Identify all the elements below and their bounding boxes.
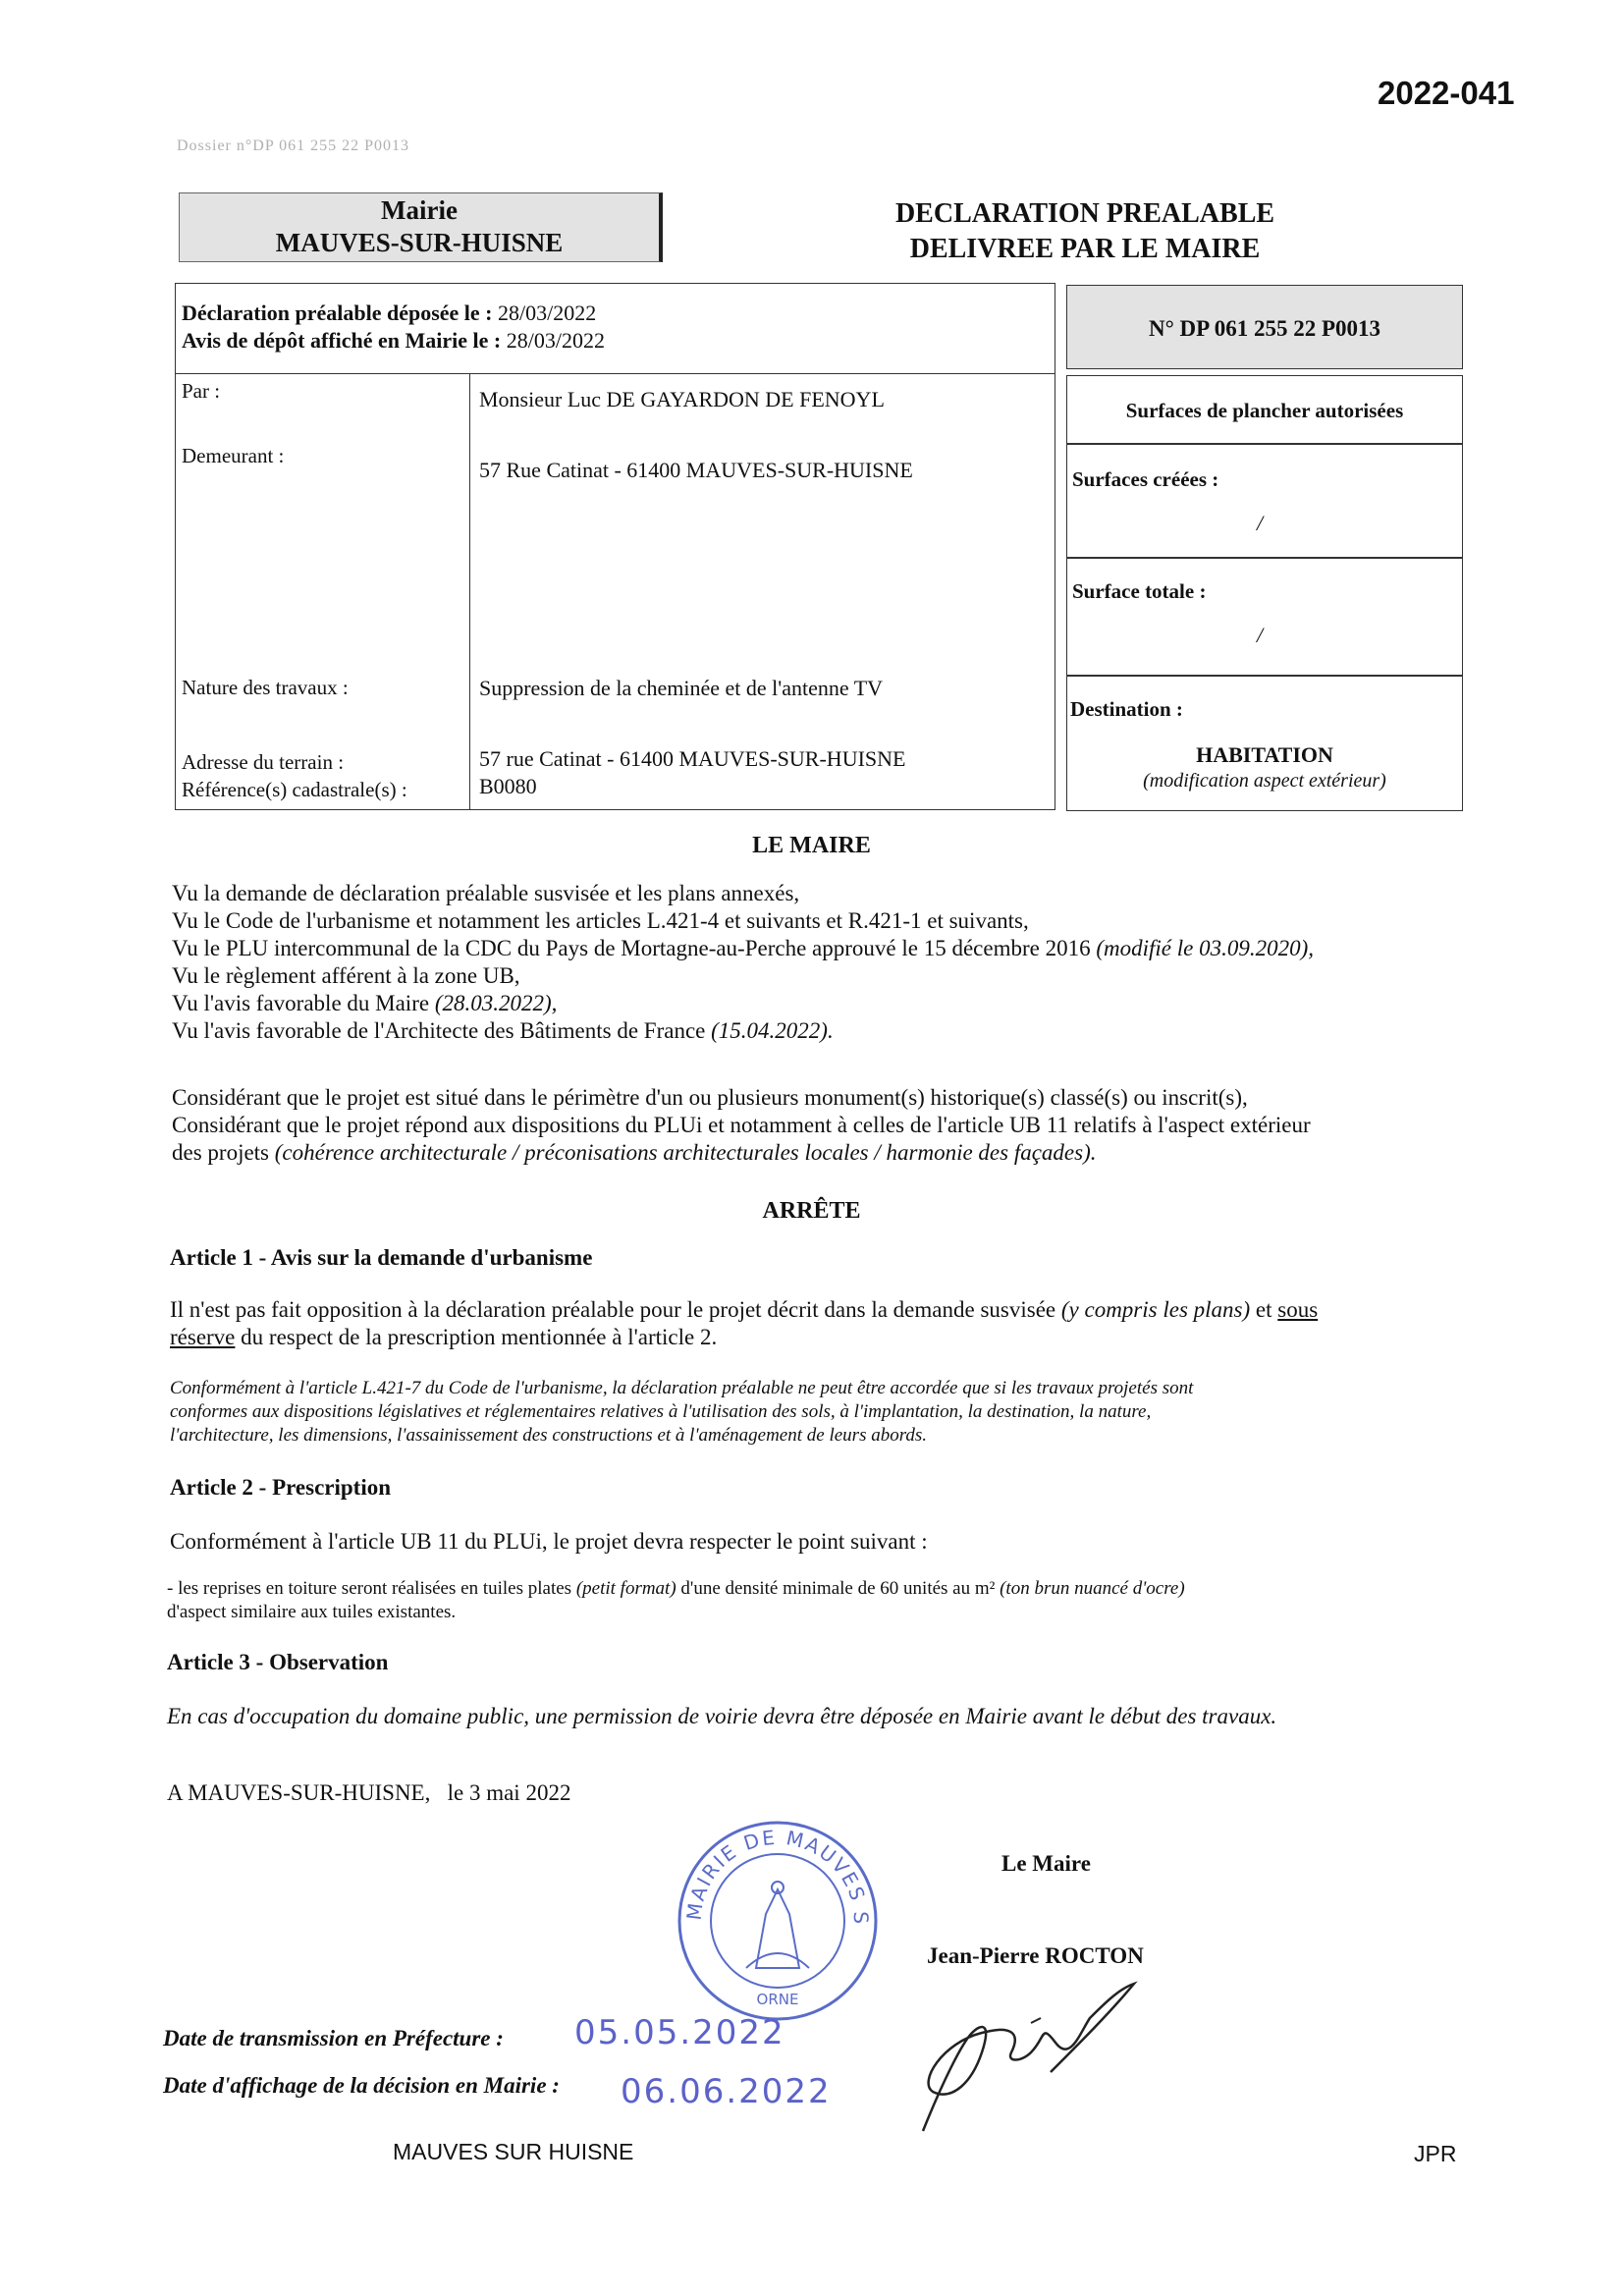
deposit-date: 28/03/2022 bbox=[498, 301, 597, 325]
visas bbox=[172, 880, 1527, 1045]
article-3-title: Article 3 - Observation bbox=[167, 1650, 389, 1674]
article-2-prescription: - les reprises en toiture seront réalisées en tuiles plates (petit format) d'une densité minimale de 60 unités au m² (ton brun nuancé d'ocre) d'aspect similaire aux tuiles existantes. bbox=[167, 1578, 1185, 1622]
reference-value: B0080 bbox=[479, 774, 537, 798]
surface-totale-value: / bbox=[1257, 623, 1264, 647]
surfaces-creees-box bbox=[1066, 444, 1463, 558]
surfaces-title: Surfaces de plancher autorisées bbox=[1125, 399, 1404, 422]
arrete-heading: ARRÊTE bbox=[762, 1198, 861, 1224]
visa-line: Vu l'avis favorable de l'Architecte des Bâtiments de France (15.04.2022). bbox=[172, 1018, 834, 1043]
considerant-line: des projets (cohérence architecturale / préconisations architecturales locales / harmonie des façades). bbox=[172, 1140, 1097, 1165]
destination-label: Destination : bbox=[1070, 697, 1183, 721]
mairie-label: Mairie bbox=[381, 195, 458, 225]
destination-value: HABITATION bbox=[1196, 742, 1333, 767]
form-column-divider bbox=[469, 373, 470, 810]
town-seal-stamp bbox=[677, 1821, 879, 2022]
surfaces-creees-label: Surfaces créées : bbox=[1072, 467, 1219, 491]
considerants bbox=[172, 1084, 1546, 1167]
transmission-label: Date de transmission en Préfecture : bbox=[163, 2026, 504, 2050]
applicant-address: 57 Rue Catinat - 61400 MAUVES-SUR-HUISNE bbox=[479, 458, 913, 482]
surface-totale-label: Surface totale : bbox=[1072, 579, 1207, 603]
considerant-line: Considérant que le projet répond aux dispositions du PLUi et notamment à celles de l'article UB 11 relatifs à l'aspect extérieur bbox=[172, 1113, 1311, 1137]
form-box bbox=[175, 283, 1055, 810]
handwritten-signature bbox=[913, 1964, 1149, 2151]
document-title bbox=[844, 196, 1325, 267]
adresse-label: Adresse du terrain : bbox=[182, 750, 345, 774]
display-label: Avis de dépôt affiché en Mairie le : 28/03/2022 bbox=[182, 328, 605, 353]
svg-text:MAIRIE DE MAUVES SUR HUISNE: MAIRIE DE MAUVES S bbox=[681, 1825, 874, 1927]
surfaces-creees-value: / bbox=[1257, 511, 1264, 535]
commune-name: MAUVES-SUR-HUISNE bbox=[275, 228, 564, 257]
transmission-date: 05.05.2022 bbox=[574, 2013, 785, 2052]
signatory-role: Le Maire bbox=[1001, 1851, 1091, 1876]
visa-line: Vu le Code de l'urbanisme et notamment les articles L.421-4 et suivants et R.421-1 et suivants, bbox=[172, 908, 1029, 933]
place-and-date: A MAUVES-SUR-HUISNE, le 3 mai 2022 bbox=[167, 1780, 571, 1805]
surface-totale-box bbox=[1066, 558, 1463, 676]
visa-line: Vu l'avis favorable du Maire (28.03.2022), bbox=[172, 991, 558, 1015]
display-date: 28/03/2022 bbox=[506, 328, 605, 353]
visa-line: Vu le PLU intercommunal de la CDC du Pays de Mortagne-au-Perche approuvé le 15 décembre 2016 (modifié le 03.09.2020), bbox=[172, 936, 1315, 960]
article-1-note: Conformément à l'article L.421-7 du Code de l'urbanisme, la déclaration préalable ne peut être accordée que si les travaux projetés sont conformes aux dispositions législatives et réglementaires relatives à l'utilisation des sols, à l'implantation, la destination, la nature, l'architecture, les dimensions, l'assainissement des constructions et à l'aménagement de leurs abords. bbox=[170, 1378, 1194, 1446]
form-divider bbox=[175, 373, 1055, 374]
footer-commune: MAUVES SUR HUISNE bbox=[393, 2139, 634, 2164]
svg-text:ORNE: ORNE bbox=[756, 1991, 799, 2008]
par-label: Par : bbox=[182, 379, 221, 403]
footer-initials: JPR bbox=[1414, 2141, 1457, 2166]
deposit-label: Déclaration préalable déposée le : 28/03/2022 bbox=[182, 301, 597, 325]
le-maire-heading: LE MAIRE bbox=[752, 833, 871, 858]
signatory-name: Jean-Pierre ROCTON bbox=[927, 1943, 1144, 1968]
considerant-line: Considérant que le projet est situé dans le périmètre d'un ou plusieurs monument(s) historique(s) classé(s) ou inscrit(s), bbox=[172, 1085, 1248, 1110]
demeurant-label: Demeurant : bbox=[182, 444, 285, 467]
decision-number: 2022-041 bbox=[1378, 75, 1515, 111]
nature-value: Suppression de la cheminée et de l'antenne TV bbox=[479, 676, 884, 700]
reference-label: Référence(s) cadastrale(s) : bbox=[182, 778, 407, 801]
article-2-title: Article 2 - Prescription bbox=[170, 1475, 392, 1500]
visa-line: Vu la demande de déclaration préalable susvisée et les plans annexés, bbox=[172, 881, 800, 905]
adresse-value: 57 rue Catinat - 61400 MAUVES-SUR-HUISNE bbox=[479, 746, 906, 771]
affichage-label: Date d'affichage de la décision en Mairie : bbox=[163, 2073, 560, 2098]
visa-line: Vu le règlement afférent à la zone UB, bbox=[172, 963, 520, 988]
nature-label: Nature des travaux : bbox=[182, 676, 349, 699]
article-2-text: Conformément à l'article UB 11 du PLUi, le projet devra respecter le point suivant : bbox=[170, 1529, 928, 1554]
article-1-text: Il n'est pas fait opposition à la déclaration préalable pour le projet décrit dans la demande susvisée (y compris les plans) et sous réserve du respect de la prescription mentionnée à l'article 2. bbox=[170, 1297, 1319, 1349]
destination-note: (modification aspect extérieur) bbox=[1143, 770, 1386, 792]
affichage-date: 06.06.2022 bbox=[621, 2072, 832, 2111]
article-3-text: En cas d'occupation du domaine public, une permission de voirie devra être déposée en Mairie avant le début des travaux. bbox=[167, 1704, 1277, 1728]
article-1-title: Article 1 - Avis sur la demande d'urbanisme bbox=[170, 1245, 593, 1270]
mairie-box bbox=[179, 192, 663, 262]
applicant-name: Monsieur Luc DE GAYARDON DE FENOYL bbox=[479, 387, 885, 411]
title-line-1: DECLARATION PREALABLE bbox=[894, 198, 1275, 229]
dossier-number: Dossier n°DP 061 255 22 P0013 bbox=[177, 137, 410, 154]
title-line-2: DELIVREE PAR LE MAIRE bbox=[909, 234, 1261, 264]
dp-number: N° DP 061 255 22 P0013 bbox=[1149, 316, 1380, 341]
